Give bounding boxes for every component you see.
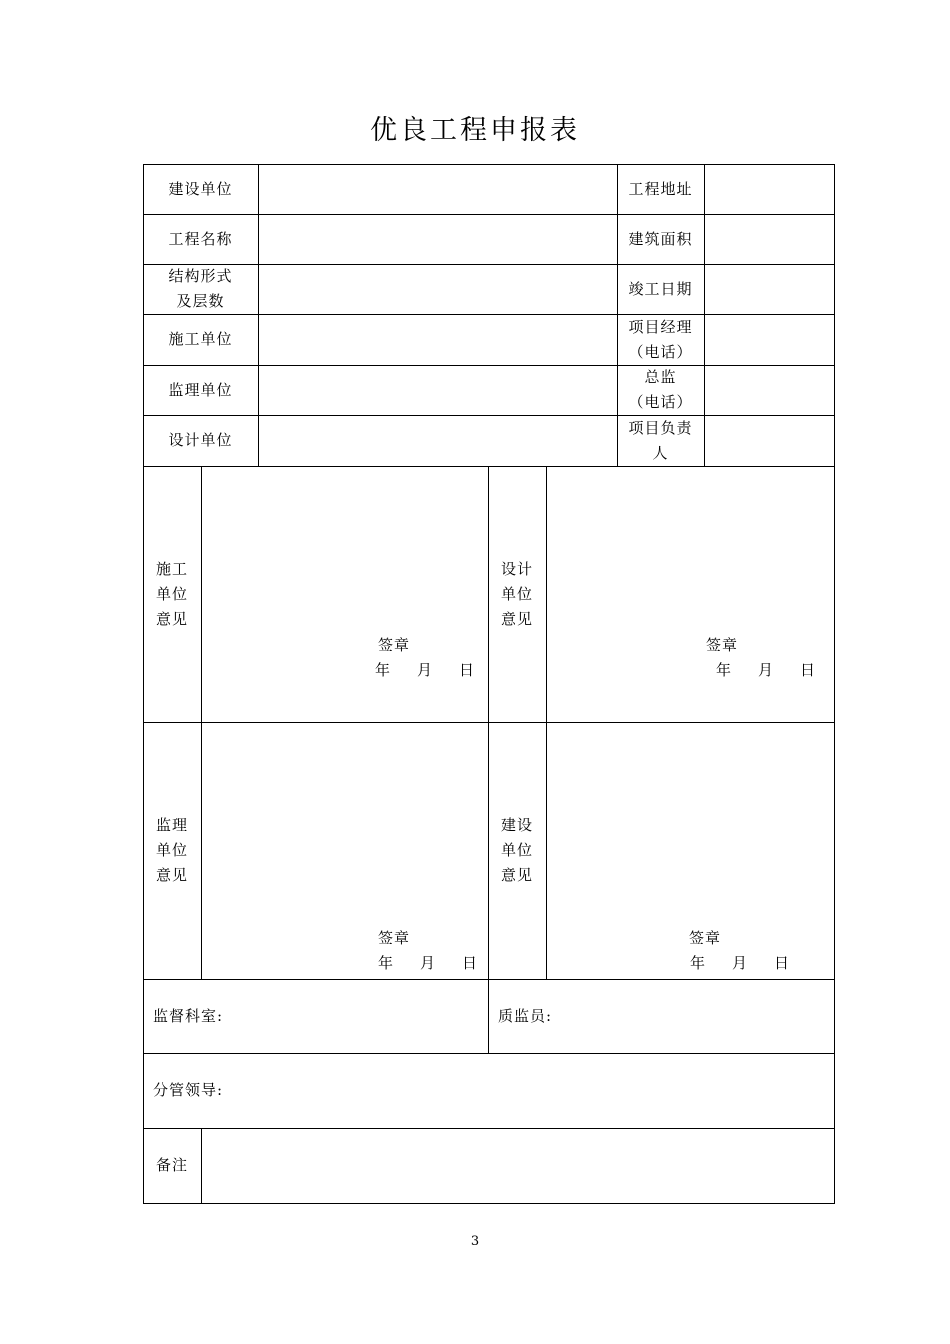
building-area-value[interactable] — [704, 214, 834, 264]
contractor-seal-label: 签章 — [378, 636, 411, 654]
day-label: 日 — [800, 661, 816, 679]
project-name-label: 工程名称 — [168, 229, 233, 248]
year-label: 年 — [378, 954, 394, 972]
chief-supervisor-value[interactable] — [704, 365, 834, 415]
project-address-label: 工程地址 — [628, 179, 693, 198]
owner-opinion-label: 建设 单位 意见 — [500, 816, 533, 884]
design-date — [716, 659, 816, 681]
design-seal-label: 签章 — [706, 636, 739, 654]
project-manager-label: 项目经理 （电话） — [628, 317, 693, 361]
year-label: 年 — [716, 661, 732, 679]
design-opinion-area[interactable] — [546, 466, 834, 722]
project-name-value[interactable] — [258, 214, 617, 264]
day-label: 日 — [774, 954, 790, 972]
owner-seal-label: 签章 — [689, 929, 722, 947]
day-label: 日 — [462, 954, 478, 972]
contractor-opinion-area[interactable] — [201, 466, 488, 722]
supervision-unit-value[interactable] — [258, 365, 617, 415]
page-number: 3 — [470, 1234, 480, 1249]
completion-date-label: 竣工日期 — [628, 279, 693, 298]
contractor-date — [375, 659, 475, 681]
project-manager-value[interactable] — [704, 314, 834, 365]
supervision-date — [378, 952, 478, 974]
contractor-opinion-label: 施工 单位 意见 — [155, 559, 188, 628]
supervision-unit-label: 监理单位 — [168, 380, 233, 399]
construction-unit-label: 建设单位 — [168, 179, 233, 198]
construction-unit-value[interactable] — [258, 164, 617, 214]
remarks-area[interactable] — [201, 1128, 834, 1203]
project-address-value[interactable] — [704, 164, 834, 214]
design-opinion-label: 设计 单位 意见 — [500, 559, 533, 628]
supervision-opinion-label: 监理 单位 意见 — [155, 816, 188, 884]
contractor-value[interactable] — [258, 314, 617, 365]
leader-field[interactable]: 分管领导: — [153, 1081, 224, 1099]
supervision-office-field[interactable]: 监督科室: — [153, 1006, 224, 1025]
supervision-opinion-area[interactable] — [201, 722, 488, 979]
remarks-label: 备注 — [155, 1156, 188, 1174]
table-border-right — [834, 164, 835, 1204]
month-label: 月 — [420, 954, 436, 972]
chief-supervisor-label: 总监 （电话） — [628, 368, 693, 411]
completion-date-value[interactable] — [704, 264, 834, 314]
owner-date — [690, 952, 790, 974]
building-area-label: 建筑面积 — [628, 229, 693, 248]
supervision-seal-label: 签章 — [378, 929, 411, 947]
table-border-bottom — [143, 1203, 835, 1204]
page-title: 优良工程申报表 — [370, 115, 580, 146]
contractor-label: 施工单位 — [168, 330, 233, 348]
structure-type-label: 结构形式 及层数 — [168, 267, 233, 310]
day-label: 日 — [459, 661, 475, 679]
month-label: 月 — [758, 661, 774, 679]
quality-inspector-field[interactable]: 质监员: — [498, 1006, 553, 1025]
year-label: 年 — [375, 661, 391, 679]
month-label: 月 — [732, 954, 748, 972]
application-form — [143, 164, 835, 1204]
design-unit-label: 设计单位 — [168, 431, 233, 449]
structure-type-value[interactable] — [258, 264, 617, 314]
project-lead-value[interactable] — [704, 415, 834, 466]
design-unit-value[interactable] — [258, 415, 617, 466]
month-label: 月 — [417, 661, 433, 679]
project-lead-label: 项目负责 人 — [628, 418, 693, 462]
year-label: 年 — [690, 954, 706, 972]
